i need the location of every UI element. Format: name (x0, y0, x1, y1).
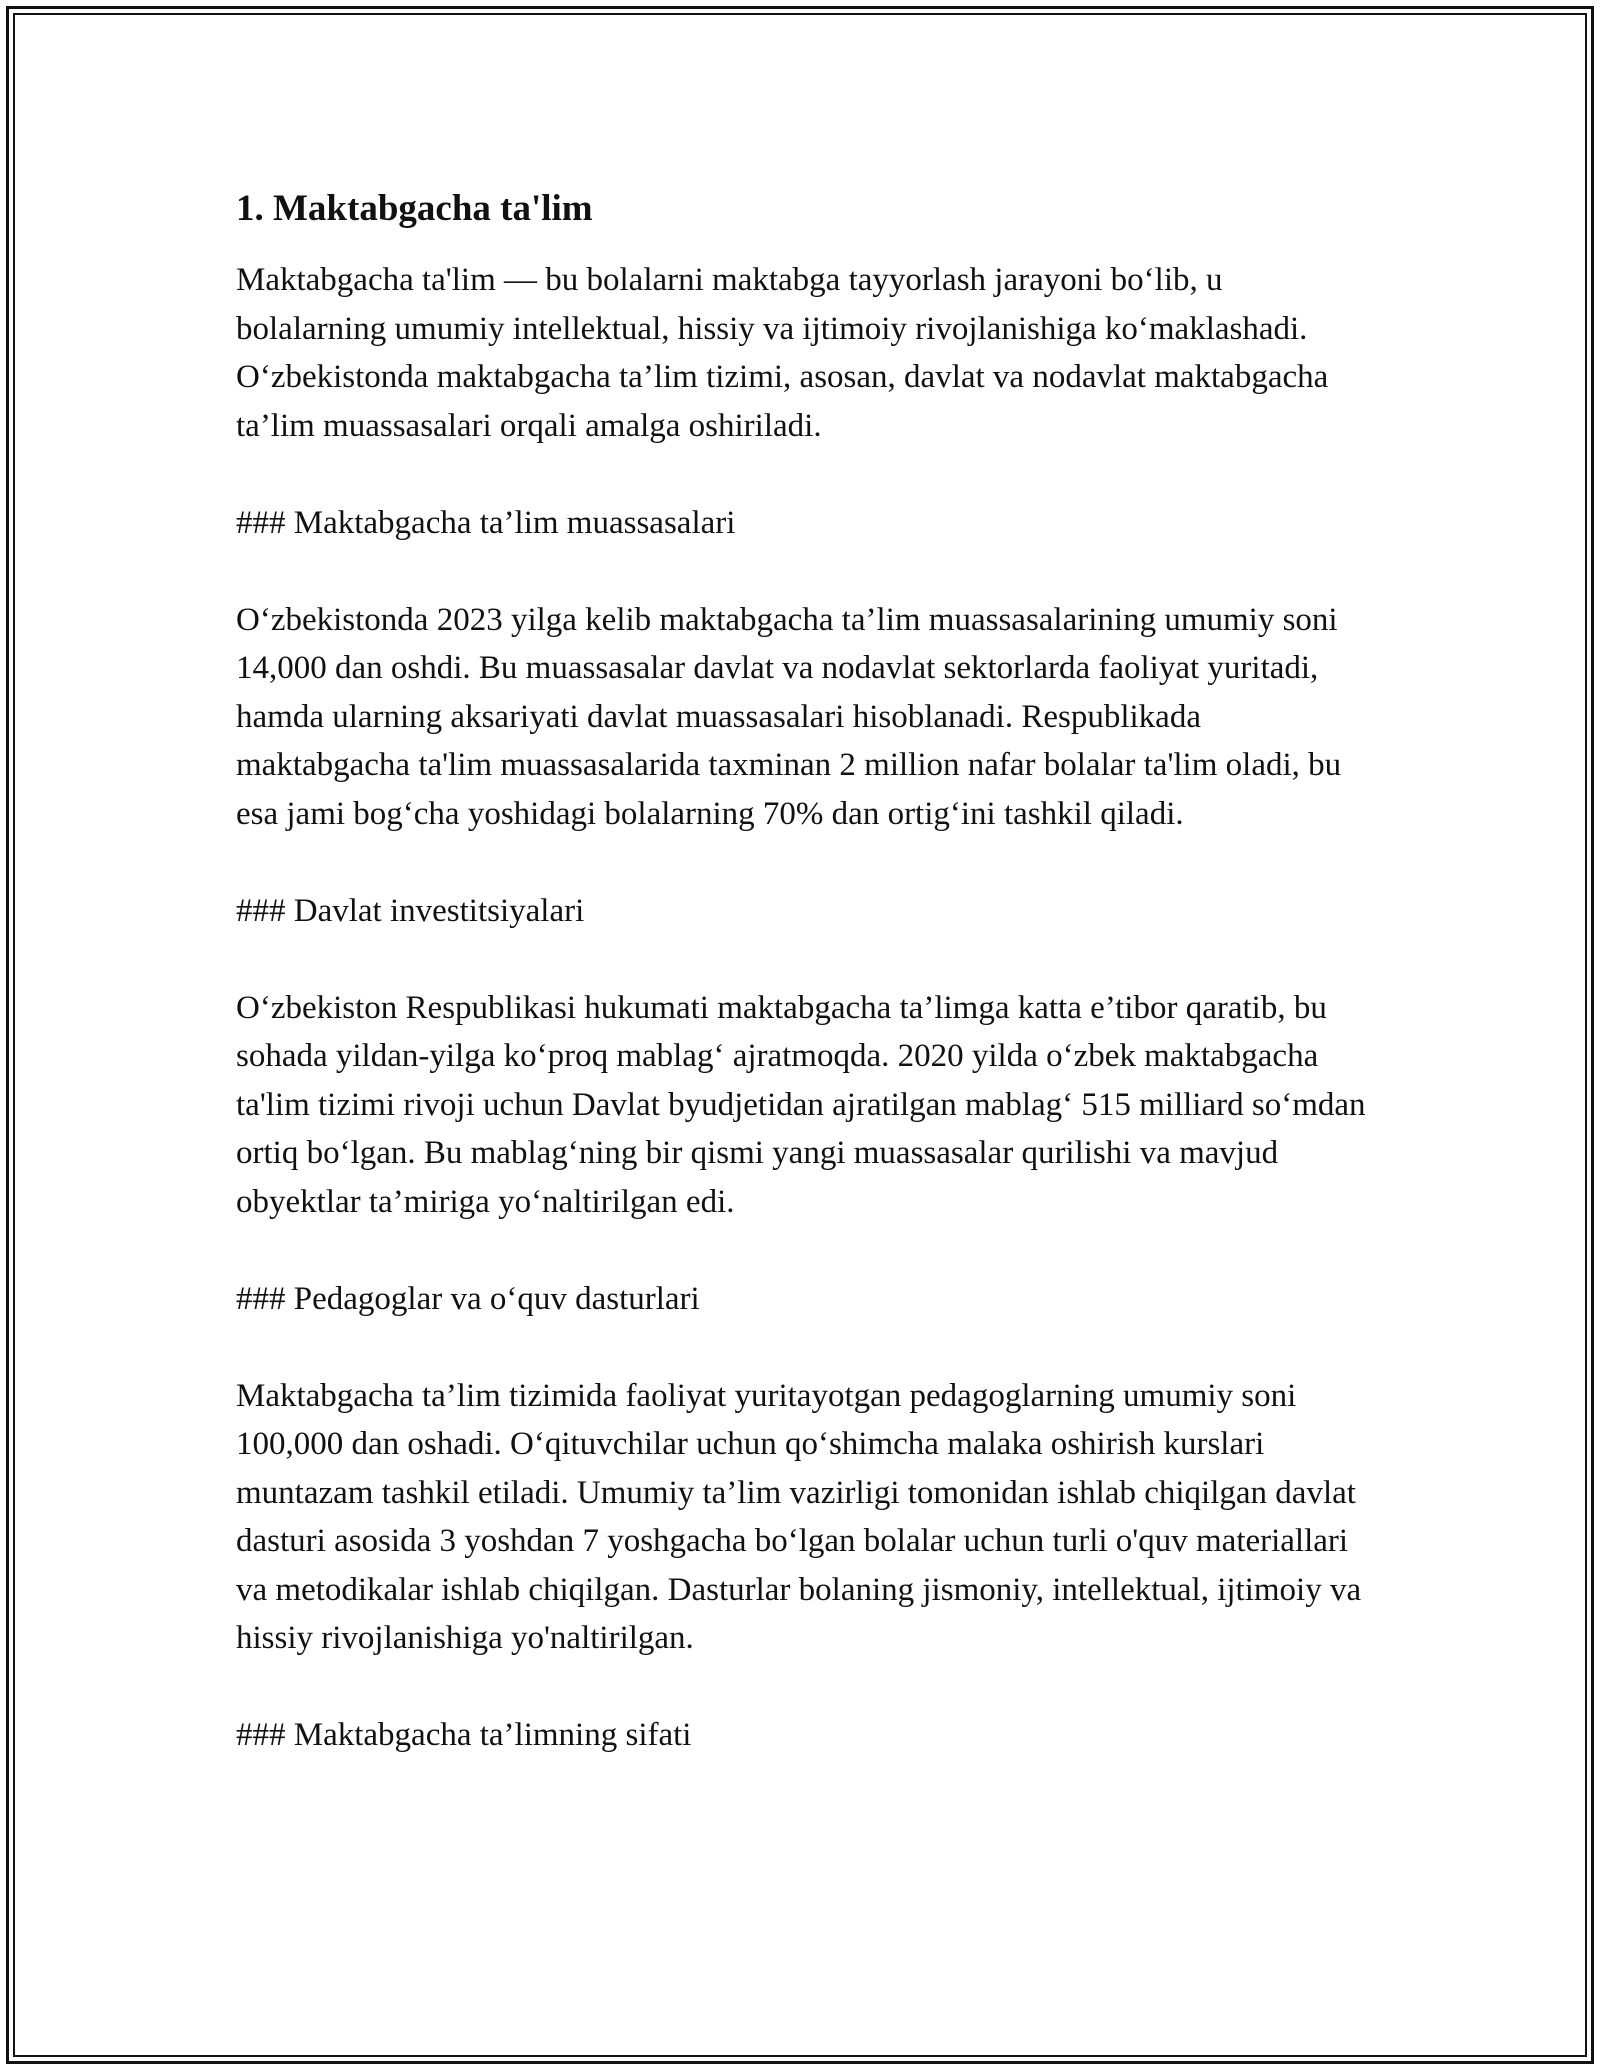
spacer (236, 1663, 1376, 1712)
spacer (236, 838, 1376, 887)
intro-paragraph: Maktabgacha ta'lim — bu bolalarni maktabga tayyorlash jarayoni bo‘lib, u bolalarning umumiy intellektual, hissiy va ijtimoiy rivojlanishiga ko‘maklashadi. O‘zbekistonda maktabgacha ta’lim tizimi, asosan, davlat va nodavlat maktabgacha ta’lim muassasalari orqali amalga oshiriladi. (236, 262, 1329, 444)
teachers-paragraph: Maktabgacha ta’lim tizimida faoliyat yuritayotgan pedagoglarning umumiy soni 100,000 dan oshadi. O‘qituvchilar uchun qo‘shimcha malaka oshirish kurslari muntazam tashkil etiladi. Umumiy ta’lim vazirligi tomonidan ishlab chiqilgan davlat dasturi asosida 3 yoshdan 7 yoshgacha bo‘lgan bolalar uchun turli o'quv materiallari va metodikalar ishlab chiqilgan. Dasturlar bolaning jismoniy, intellektual, ijtimoiy va hissiy rivojlanishiga yo'naltirilgan. (236, 1377, 1362, 1656)
spacer (236, 450, 1376, 499)
section-heading-investments: ### Davlat investitsiyalari (236, 892, 585, 929)
spacer (236, 1226, 1376, 1275)
document-title: 1. Maktabgacha ta'lim (236, 188, 593, 229)
spacer (236, 935, 1376, 984)
spacer (236, 547, 1376, 596)
section-heading-quality: ### Maktabgacha ta’limning sifati (236, 1717, 692, 1753)
investments-paragraph: O‘zbekiston Respublikasi hukumati maktabgacha ta’limga katta e’tibor qaratib, bu sohada yildan-yilga ko‘proq mablag‘ ajratmoqda. 2020 yilda o‘zbek maktabgacha ta'lim tizimi rivoji uchun Davlat byudjetidan ajratilgan mablag‘ 515 milliard so‘mdan ortiq bo‘lgan. Bu mablag‘ning bir qismi yangi muassasalar qurilishi va mavjud obyektlar ta’miriga yo‘naltirilgan edi. (236, 989, 1366, 1220)
institutions-paragraph: O‘zbekistonda 2023 yilga kelib maktabgacha ta’lim muassasalarining umumiy soni 14,000 dan oshdi. Bu muassasalar davlat va nodavlat sektorlarda faoliyat yuritadi, hamda ularning aksariyati davlat muassasalari hisoblanadi. Respublikada maktabgacha ta'lim muassasalarida taxminan 2 million nafar bolalar ta'lim oladi, bu esa jami bog‘cha yoshidagi bolalarning 70% dan ortig‘ini tashkil qiladi. (236, 601, 1342, 832)
document-body (236, 186, 1376, 1760)
spacer (236, 1323, 1376, 1372)
section-heading-institutions: ### Maktabgacha ta’lim muassasalari (236, 504, 736, 541)
section-heading-teachers: ### Pedagoglar va o‘quv dasturlari (236, 1280, 700, 1317)
